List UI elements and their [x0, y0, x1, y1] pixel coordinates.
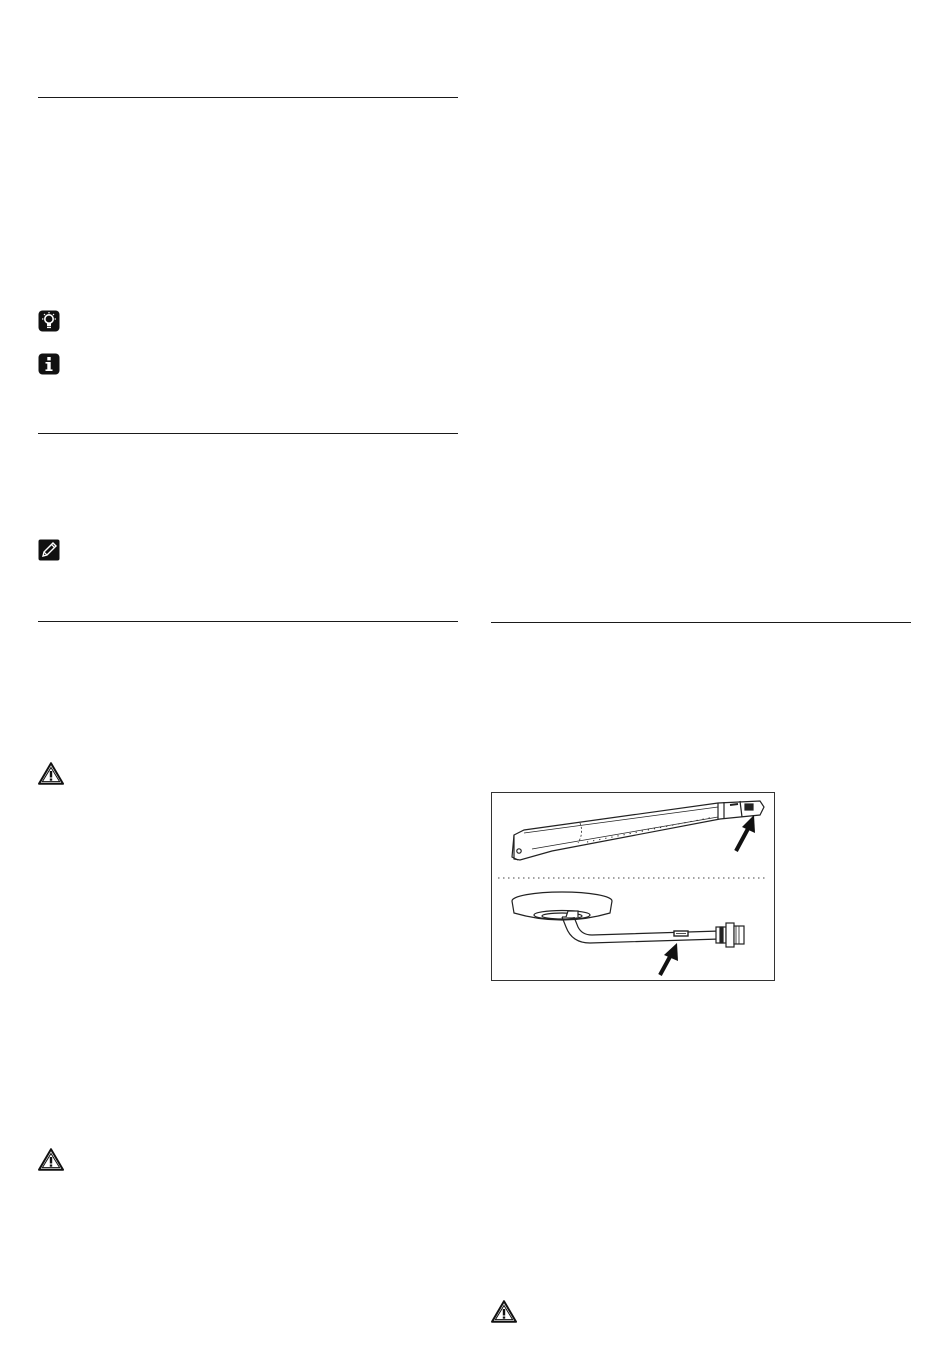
section-divider-4: [491, 622, 911, 623]
warning-triangle-icon: [38, 1148, 64, 1171]
arrow-icon: [736, 815, 755, 851]
section-divider-3: [38, 621, 458, 622]
burner-illustration: [491, 792, 775, 981]
section-divider-1: [38, 97, 458, 98]
section-divider-2: [38, 433, 458, 434]
lightbulb-icon: [38, 310, 60, 332]
info-icon: [38, 353, 60, 375]
pencil-note-icon: [38, 539, 60, 561]
warning-triangle-icon: [38, 762, 64, 785]
tube-burner: [512, 801, 764, 860]
round-burner-with-pipe: [512, 892, 744, 947]
arrow-icon: [660, 943, 678, 975]
warning-triangle-icon: [491, 1300, 517, 1323]
